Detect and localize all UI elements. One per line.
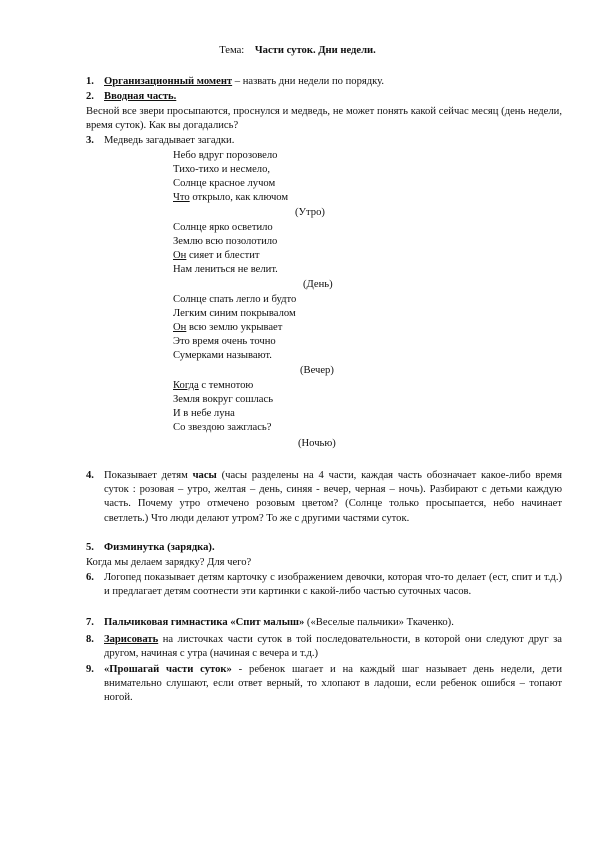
- list-item: [104, 663, 562, 706]
- list-item: [104, 134, 562, 148]
- item-number: 9.: [86, 664, 94, 675]
- item-number: 8.: [86, 634, 94, 645]
- item-text: Показывает детям: [104, 470, 193, 481]
- riddle-line: [173, 249, 260, 263]
- riddle-keyword: Он: [173, 322, 187, 333]
- riddle-line-text: сияет и блестит: [186, 250, 260, 261]
- item-heading: Вводная часть.: [104, 91, 177, 102]
- item-heading: «Прошагай части суток»: [104, 664, 232, 675]
- riddle-line: Нам лениться не велит.: [173, 264, 278, 275]
- riddle-line: [173, 191, 288, 205]
- item-text: Медведь загадывает загадки.: [104, 135, 235, 146]
- list-item: Логопед показывает детям карточку с изображением девочки, которая что-то делает (ест, спит и т.д.) и предлагает детям соотнести эти картинки с какой-либо частью суточных часов.: [104, 572, 562, 598]
- item-text: («Веселые пальчики» Ткаченко).: [304, 617, 454, 628]
- riddle-keyword: Когда: [173, 380, 199, 391]
- riddle-line: [173, 379, 253, 393]
- riddle-line: Солнце красное лучом: [173, 178, 276, 189]
- riddle-line: Сумерками называют.: [173, 350, 272, 361]
- item-number: 4.: [86, 470, 94, 481]
- riddle-line-text: с темнотою: [198, 380, 254, 391]
- item-text: (часы разделены на 4 части, каждая часть обозначает какое-либо время суток : розовая – утро, желтая – день, синяя - вечер, черная – ночь). Разбирают с детьми каждую часть. Почему утро отмечено розовым цветом? (Солнце только просыпается, небо начинает светлеть.) Что люди делают утром? То же с другими частями суток.: [104, 470, 562, 524]
- item-number: 7.: [86, 617, 94, 628]
- riddle-line: Землю всю позолотило: [173, 236, 278, 247]
- list-item: [104, 75, 562, 89]
- riddle-keyword: Он: [173, 250, 187, 261]
- riddle-line: И в небе луна: [173, 408, 235, 419]
- item-text: на листочках части суток в той последовательности, в которой они следуют друг за другом, начиная с утра (начиная с вечера и т.д.): [104, 634, 562, 660]
- riddle-answer: (Утро): [295, 207, 325, 218]
- title-label: Тема:: [219, 45, 245, 56]
- item-heading: Зарисовать: [104, 634, 159, 645]
- riddle-line: Солнце спать легло и будто: [173, 294, 297, 305]
- riddle-line: Небо вдруг порозовело: [173, 150, 278, 161]
- riddle-answer: (Вечер): [300, 365, 334, 376]
- riddle-answer: (День): [303, 279, 333, 290]
- intro-paragraph: Весной все звери просыпаются, проснулся и медведь, не может понять какой сейчас месяц (день недели, время суток). Как вы догадались?: [86, 106, 562, 132]
- list-item: [104, 616, 562, 630]
- riddle-line: Тихо-тихо и несмело,: [173, 164, 271, 175]
- item-number: 3.: [86, 135, 94, 146]
- riddle-line: Это время очень точно: [173, 336, 276, 347]
- page-title: [0, 44, 595, 58]
- riddle-answer: (Ночью): [298, 438, 336, 449]
- item-heading: Физминутка (зарядка).: [104, 542, 215, 553]
- item-bold: часы: [192, 470, 217, 481]
- list-item: [104, 469, 562, 526]
- riddle-line: [173, 321, 282, 335]
- riddle-line-text: всю землю укрывает: [186, 322, 283, 333]
- item-text: – назвать дни недели по порядку.: [232, 76, 385, 87]
- riddle-line: Легким синим покрывалом: [173, 308, 296, 319]
- item-text: - ребенок шагает и на каждый шаг называет день недели, дети внимательно слушают, если ответ верный, то хлопают в ладоши, если ребенок ошибся – топают ногой.: [104, 664, 562, 704]
- item-heading: Пальчиковая гимнастика «Спит малыш»: [104, 617, 305, 628]
- riddle-line: Земля вокруг сошлась: [173, 394, 274, 405]
- item-heading: Организационный момент: [104, 76, 233, 87]
- item-number: 6.: [86, 572, 94, 583]
- item-number: 2.: [86, 91, 94, 102]
- item-number: 1.: [86, 76, 94, 87]
- riddle-line-text: открыло, как ключом: [189, 192, 289, 203]
- riddle-line: Солнце ярко осветило: [173, 222, 273, 233]
- question-text: Когда мы делаем зарядку? Для чего?: [86, 557, 252, 568]
- list-item: [104, 633, 562, 661]
- title-main: Части суток. Дни недели.: [254, 45, 376, 56]
- riddle-line: Со звездою зажглась?: [173, 422, 272, 433]
- riddle-keyword: Что: [173, 192, 190, 203]
- list-item: [104, 90, 562, 104]
- list-item: [104, 541, 562, 555]
- item-number: 5.: [86, 542, 94, 553]
